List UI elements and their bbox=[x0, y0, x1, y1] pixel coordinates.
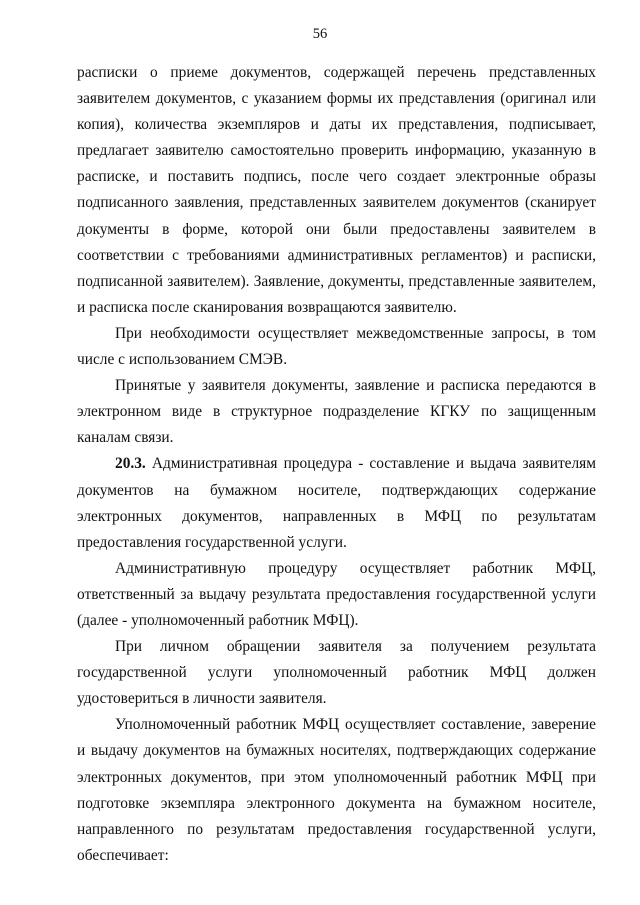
paragraph-section-20-3 bbox=[77, 451, 596, 555]
section-number: 20.3. bbox=[115, 455, 146, 473]
paragraph-interagency-requests: При необходимости осуществляет межведомственные запросы, в том числе с использованием СМЭВ. bbox=[77, 324, 596, 369]
paragraph-responsible-worker: Административную процедуру осуществляет работник МФЦ, ответственный за выдачу результата предоставления государственной услуги (далее - уполномоченный работник МФЦ). bbox=[77, 559, 596, 629]
paragraph-paper-copies: Уполномоченный работник МФЦ осуществляет составление, заверение и выдачу документов на бумажных носителях, подтверждающих содержание электронных документов, при этом уполномоченный работник МФЦ при подготовке экземпляра электронного документа на бумажном носителе, направленного по результатам предоставления государственной услуги, обеспечивает: bbox=[77, 716, 596, 864]
paragraph-document-transfer: Принятые у заявителя документы, заявление и расписка передаются в электронном виде в структурное подразделение КГКУ по защищенным каналам связи. bbox=[77, 377, 596, 447]
document-body bbox=[77, 60, 596, 869]
page-number: 56 bbox=[312, 26, 328, 42]
paragraph-identity-verification: При личном обращении заявителя за получением результата государственной услуги уполномоченный работник МФЦ должен удостовериться в личности заявителя. bbox=[77, 638, 596, 708]
section-20-3-text: Административная процедура - составление и выдача заявителям документов на бумажном носителе, подтверждающих содержание электронных документов, направленных в МФЦ по результатам предоставления государственной услуги. bbox=[77, 455, 596, 551]
paragraph-receipt-processing: расписки о приеме документов, содержащей перечень представленных заявителем документов, с указанием формы их представления (оригинал или копия), количества экземпляров и даты их представления, подписывает, предлагает заявителю самостоятельно проверить информацию, указанную в расписке, и поставить подпись, после чего создает электронные образы подписанного заявления, представленных заявителем документов (сканирует документы в форме, которой они были предоставлены заявителем в соответствии с требованиями административных регламентов) и расписки, подписанной заявителем). Заявление, документы, представленные заявителем, и расписка после сканирования возвращаются заявителю. bbox=[77, 64, 596, 316]
